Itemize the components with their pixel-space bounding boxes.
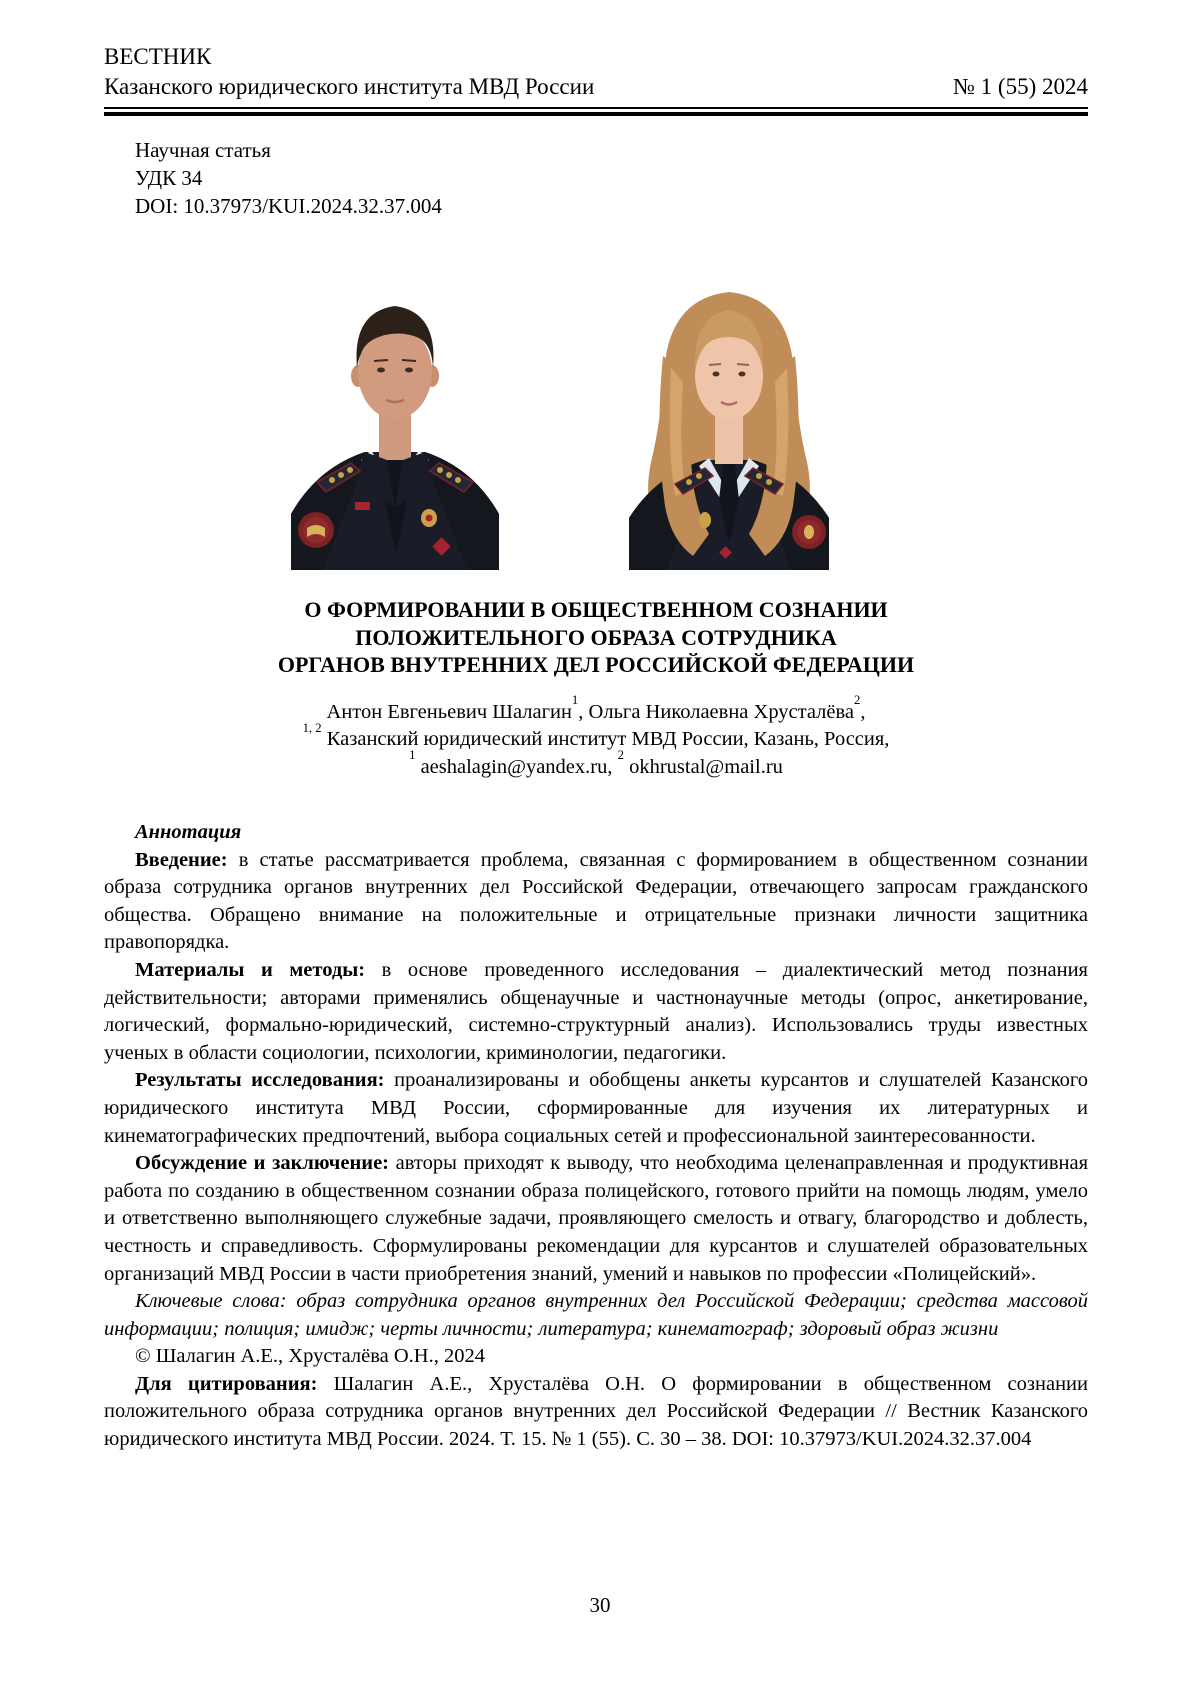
citation-text: Шалагин А.Е., Хрусталёва О.Н. О формировании в общественном сознании положительного образа сотрудника органов внутренних дел Российской Федерации // Вестник Казанского юридического института МВД России. 2024. Т. 15. № 1 (55). С. 30 – 38. DOI: 10.37973/KUI.2024.32.37.004 — [104, 1372, 1088, 1451]
authors-line — [104, 693, 1088, 727]
authors-line-end: , — [860, 700, 866, 723]
author-sup-2: 2 — [853, 693, 861, 708]
article-title-line3: ОРГАНОВ ВНУТРЕННИХ ДЕЛ РОССИЙСКОЙ ФЕДЕРАЦИИ — [277, 652, 915, 677]
female-officer-portrait-image — [623, 252, 835, 570]
keywords-text: образ сотрудника органов внутренних дел Российской Федерации; средства массовой информации; полиция; имидж; черты личности; литература; кинематограф; здоровый образ жизни — [104, 1290, 1088, 1340]
page-number: 30 — [589, 1593, 611, 1617]
citation-label: Для цитирования: — [135, 1372, 318, 1395]
udc-code: УДК 34 — [135, 166, 203, 190]
affiliation-line — [104, 720, 1088, 754]
paragraph-label: Введение: — [135, 848, 228, 871]
journal-header — [104, 42, 1088, 102]
copyright-line: © Шалагин А.Е., Хрусталёва О.Н., 2024 — [135, 1345, 485, 1368]
journal-subtitle: Казанского юридического института МВД России — [104, 74, 595, 99]
abstract-paragraph-methods — [104, 957, 1088, 1067]
authors-separator: , — [578, 700, 589, 723]
paragraph-text: проанализированы и обобщены анкеты курсантов и слушателей Казанского юридического института МВД России, сформированные для изучения их литературных и кинематографических предпочтений, выбора социальных сетей и профессиональной заинтересованности. — [104, 1069, 1089, 1147]
article-title — [104, 596, 1088, 679]
author-photos — [70, 252, 1054, 570]
doi: DOI: 10.37973/KUI.2024.32.37.004 — [135, 194, 442, 218]
article-title-line2: ПОЛОЖИТЕЛЬНОГО ОБРАЗА СОТРУДНИКА — [355, 624, 837, 650]
journal-title-block — [104, 42, 594, 102]
author-photo-khrustaleva — [623, 252, 835, 570]
header-double-rule — [104, 107, 1088, 116]
emails-line — [104, 748, 1088, 782]
email-address-2: okhrustal@mail.ru — [623, 755, 783, 778]
email-address-1: aeshalagin@yandex.ru, — [415, 755, 618, 778]
article-title-line1: О ФОРМИРОВАНИИ В ОБЩЕСТВЕННОМ СОЗНАНИИ — [304, 597, 888, 622]
article-type: Научная статья — [135, 138, 271, 162]
male-officer-portrait-image — [289, 252, 501, 570]
affiliation-sup: 1, 2 — [302, 720, 322, 735]
journal-title: ВЕСТНИК — [104, 44, 212, 69]
abstract-paragraph-discussion — [104, 1150, 1088, 1288]
keywords-label: Ключевые слова: — [135, 1290, 287, 1313]
paragraph-label: Материалы и методы: — [135, 958, 366, 981]
issue-number: № 1 (55) 2024 — [952, 74, 1088, 99]
article-meta — [135, 136, 1088, 220]
email-sup-1: 1 — [409, 748, 416, 763]
authors-block — [104, 693, 1088, 782]
affiliation-text: Казанский юридический институт МВД России, Казань, Россия, — [321, 728, 890, 750]
author-name-1: Антон Евгеньевич Шалагин — [326, 700, 572, 723]
author-sup-1: 1 — [571, 693, 579, 708]
citation — [104, 1371, 1088, 1454]
paragraph-label: Результаты исследования: — [135, 1069, 385, 1092]
paragraph-text: в статье рассматривается проблема, связанная с формированием в общественном сознании образа сотрудника органов внутренних дел Российской Федерации, отвечающего запросам гражданского общества. Обращено внимание на положительные и отрицательные признаки личности защитника правопорядка. — [104, 848, 1088, 954]
author-name-2: Ольга Николаевна Хрусталёва — [588, 700, 854, 723]
abstract-heading: Аннотация — [135, 821, 242, 843]
paragraph-label: Обсуждение и заключение: — [135, 1152, 389, 1175]
abstract-paragraph-introduction — [104, 847, 1088, 957]
abstract-paragraph-results — [104, 1067, 1088, 1150]
keywords — [104, 1288, 1088, 1343]
author-photo-shalagin — [289, 252, 501, 570]
abstract-section — [104, 819, 1088, 1454]
paragraph-text: в основе проведенного исследования – диалектический метод познания действительности; авторами применялись общенаучные и частнонаучные методы (опрос, анкетирование, логический, формально-юридический, системно-структурный анализ). Использовались труды известных ученых в области социологии, психологии, криминологии, педагогики. — [104, 958, 1088, 1064]
page-content — [104, 0, 1088, 1454]
paragraph-text: авторы приходят к выводу, что необходима целенаправленная и продуктивная работа по созданию в общественном сознании образа полицейского, готового прийти на помощь людям, умело и ответственно выполняющего служебные задачи, проявляющего смелость и отвагу, благородство и доблесть, честность и справедливость. Сформулированы рекомендации для курсантов и слушателей образовательных организаций МВД России в части приобретения знаний, умений и навыков по профессии «Полицейский». — [104, 1152, 1088, 1285]
email-sup-2: 2 — [617, 748, 624, 763]
